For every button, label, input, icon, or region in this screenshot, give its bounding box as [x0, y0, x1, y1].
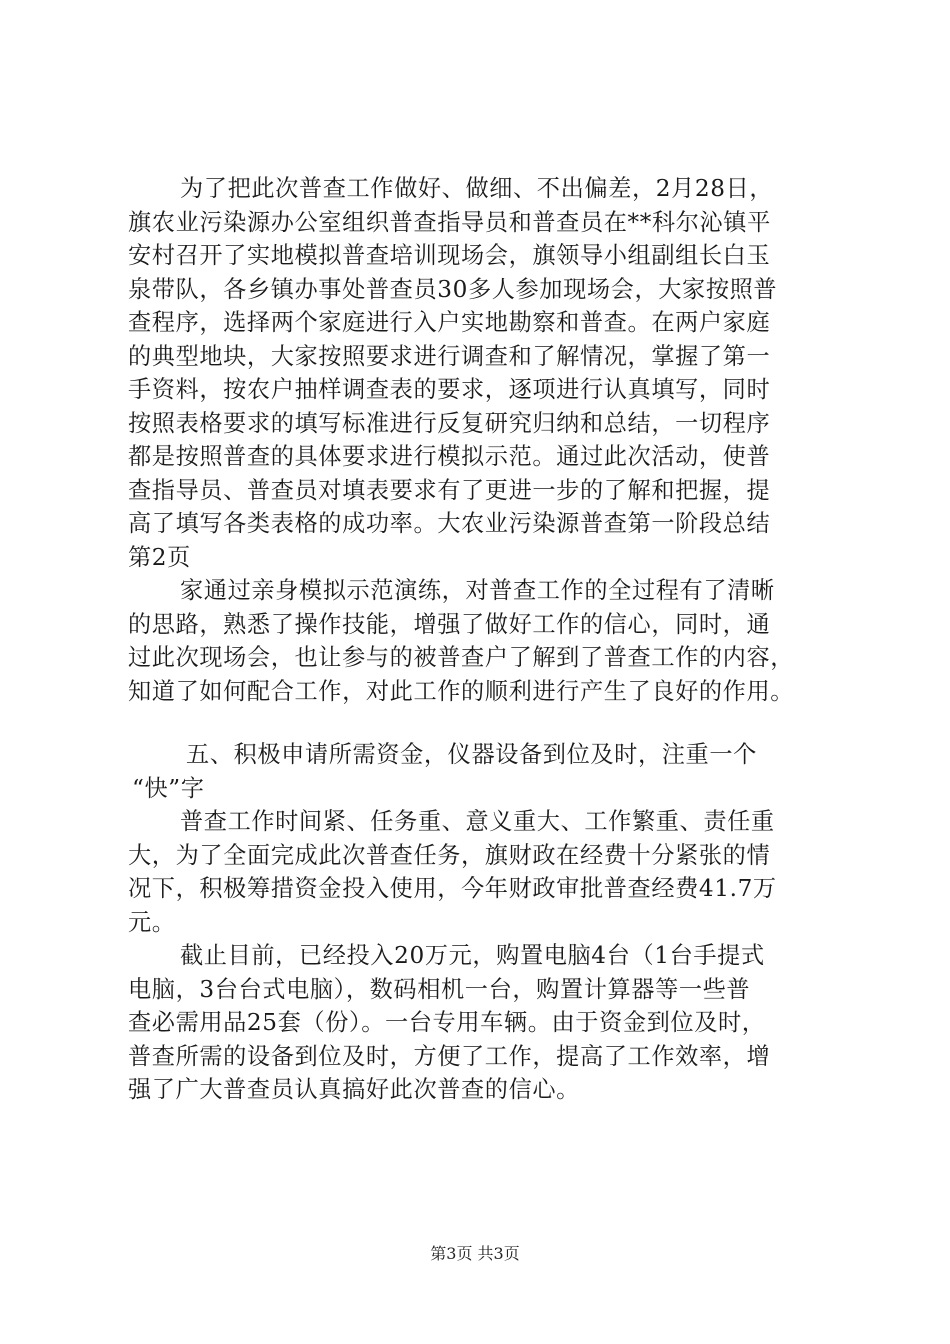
- text-line: 泉带队，各乡镇办事处普查员30多人参加现场会，大家按照普: [128, 275, 778, 303]
- document-body: [128, 172, 840, 1107]
- text-line: 家通过亲身模拟示范演练，对普查工作的全过程有了清晰: [180, 577, 775, 604]
- section-heading: [128, 738, 840, 805]
- text-line: 按照表格要求的填写标准进行反复研究归纳和总结，一切程序: [128, 409, 771, 437]
- text-line: 强了广大普查员认真搞好此次普查的信心。: [128, 1076, 580, 1103]
- text-line: 的典型地块，大家按照要求进行调查和了解情况，掌握了第一: [128, 342, 771, 370]
- text-line: 普查所需的设备到位及时，方便了工作，提高了工作效率，增: [128, 1042, 771, 1070]
- text-line: 截止目前，已经投入20万元，购置电脑4台（1台手提式: [180, 942, 765, 969]
- text-line: 知道了如何配合工作，对此工作的顺利进行产生了良好的作用。: [128, 677, 795, 705]
- text-line: 手资料，按农户抽样调查表的要求，逐项进行认真填写，同时: [128, 376, 771, 403]
- paragraph-equipment: [128, 939, 840, 1107]
- paragraph-funding: [128, 805, 840, 939]
- text-line: 电脑，3台台式电脑），数码相机一台，购置计算器等一些普: [128, 975, 751, 1003]
- text-line: 查指导员、普查员对填表要求有了更进一步的了解和把握，提: [128, 476, 771, 504]
- text-line: 查程序，选择两个家庭进行入户实地勘察和普查。在两户家庭: [128, 309, 771, 336]
- paragraph-gap: [128, 708, 840, 738]
- text-line: 都是按照普查的具体要求进行模拟示范。通过此次活动，使普: [128, 443, 771, 470]
- text-line: 况下，积极筹措资金投入使用，今年财政审批普查经费41.7万: [128, 875, 777, 902]
- text-line: 安村召开了实地模拟普查培训现场会，旗领导小组副组长白玉: [128, 242, 771, 269]
- page-footer: 第3页 共3页: [430, 1244, 520, 1263]
- heading-line: “快”字: [132, 774, 205, 802]
- text-line: 大，为了全面完成此次普查任务，旗财政在经费十分紧张的情: [128, 841, 771, 869]
- heading-line: 五、积极申请所需资金，仪器设备到位及时，注重一个: [186, 741, 757, 768]
- text-line: 查必需用品25套（份）。一台专用车辆。由于资金到位及时，: [128, 1009, 766, 1036]
- text-line: 高了填写各类表格的成功率。大农业污染源普查第一阶段总结: [128, 510, 771, 537]
- text-line: 第2页: [128, 543, 191, 571]
- text-line: 为了把此次普查工作做好、做细、不出偏差，2月28日，: [180, 175, 774, 202]
- paragraph-simulation-result: [128, 574, 840, 708]
- text-line: 元。: [128, 908, 176, 936]
- text-line: 旗农业污染源办公室组织普查指导员和普查员在**科尔沁镇平: [128, 208, 771, 236]
- text-line: 的思路，熟悉了操作技能，增强了做好工作的信心，同时，通: [128, 610, 771, 638]
- text-line: 普查工作时间紧、任务重、意义重大、工作繁重、责任重: [180, 808, 775, 835]
- text-line: 过此次现场会，也让参与的被普查户了解到了普查工作的内容，: [128, 644, 795, 671]
- paragraph-site-training: [128, 172, 840, 574]
